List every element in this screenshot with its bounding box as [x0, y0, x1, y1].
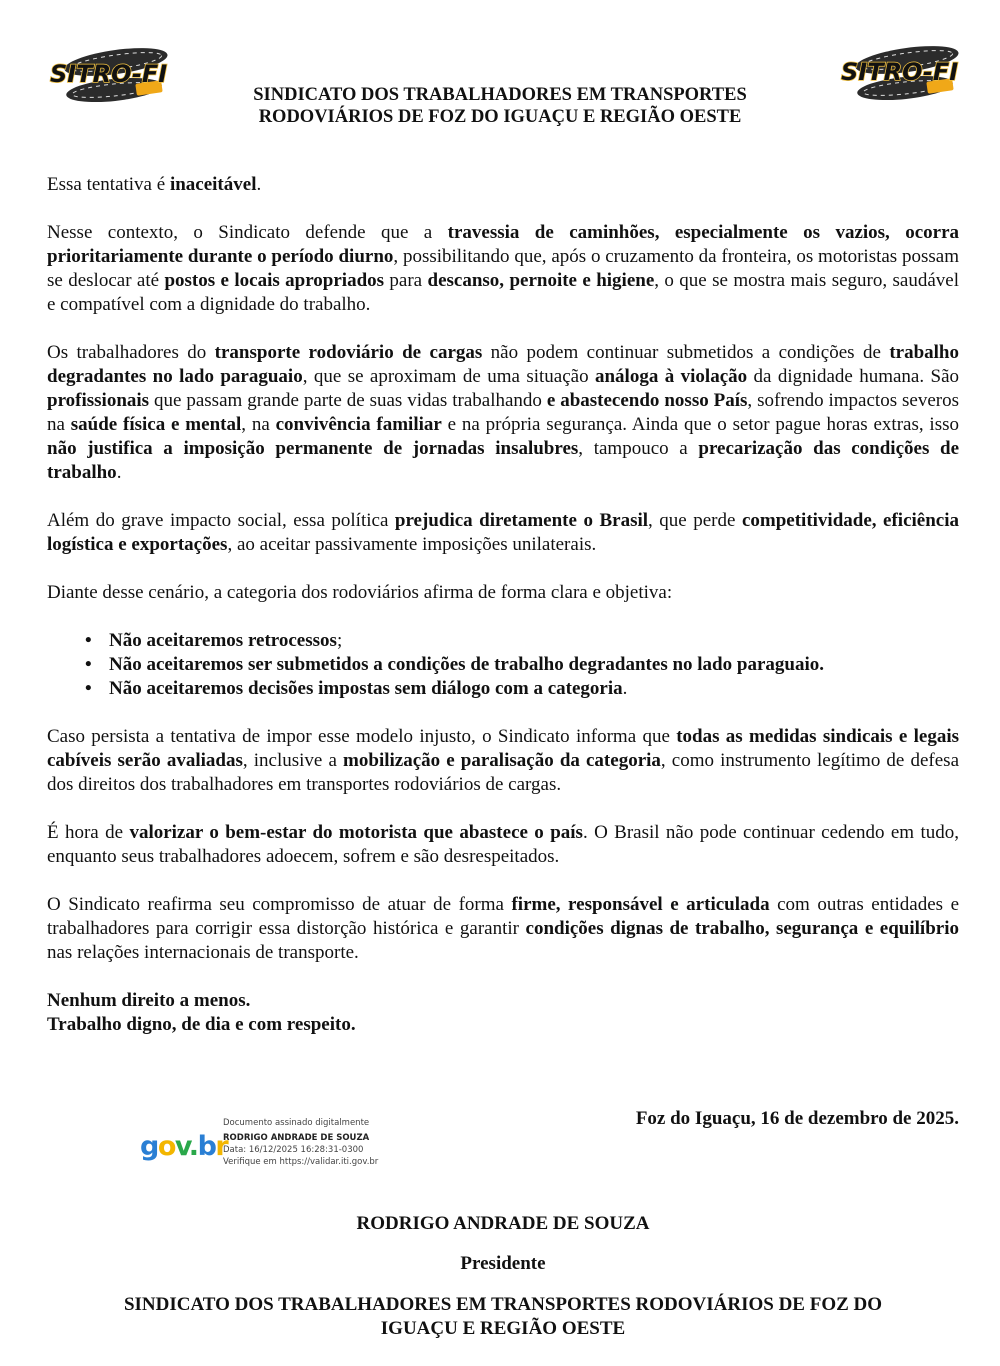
closing-slogan — [47, 989, 959, 1037]
text: Diante desse cenário, a categoria dos rodoviários afirma de forma clara e objetiva: — [47, 582, 673, 603]
document-body — [47, 173, 959, 1037]
text: nas relações internacionais de transporte. — [47, 942, 359, 963]
text: com outras entidades e trabalhadores para corrigir essa distorção histórica e garantir — [47, 894, 960, 939]
bold-text: condições dignas de trabalho, segurança e equilíbrio — [525, 918, 959, 939]
bold-text: trabalho degradantes no lado paraguaio — [47, 342, 959, 387]
signer-role: Presidente — [460, 1253, 546, 1274]
bold-text: firme, responsável e articulada — [511, 894, 770, 915]
bold-text: convivência familiar — [275, 414, 442, 435]
text: Além do grave impacto social, essa política — [47, 510, 395, 531]
bold-text: inaceitável — [169, 174, 257, 195]
text: que passam grande parte de suas vidas trabalhando — [149, 390, 547, 411]
logo-text: SITRO-FI — [50, 60, 168, 88]
logo-letter: g — [140, 1131, 158, 1162]
logo-letter: r — [215, 1131, 228, 1162]
text: Os trabalhadores do — [47, 342, 215, 363]
bold-text: travessia de caminhões, especialmente os vazios, ocorra prioritariamente durante o período diurno — [47, 222, 959, 267]
paragraph-3 — [47, 341, 959, 485]
text: , ao aceitar passivamente imposições unilaterais. — [227, 534, 597, 555]
text: , que se aproximam de uma situação — [302, 366, 595, 387]
paragraph-7 — [47, 821, 959, 869]
list-item — [47, 677, 959, 701]
logo-letter: o — [157, 1131, 175, 1162]
text: . — [256, 174, 262, 195]
text: e na própria segurança. Ainda que o setor pague horas extras, isso — [441, 414, 960, 435]
signature-details — [223, 1117, 378, 1168]
text: , tampouco a — [578, 438, 699, 459]
slogan-line-2: Trabalho digno, de dia e com respeito. — [47, 1014, 356, 1035]
footer-line-2: IGUAÇU E REGIÃO OESTE — [380, 1318, 626, 1339]
text: . — [622, 678, 628, 699]
text: Nesse contexto, o Sindicato defende que a — [47, 222, 448, 243]
bold-text: valorizar o bem-estar do motorista que abastece o país — [129, 822, 583, 843]
bold-text: todas as medidas sindicais e legais cabíveis serão avaliadas — [47, 726, 959, 771]
bold-text: Não aceitaremos decisões impostas sem diálogo com a categoria — [109, 678, 623, 699]
signature-label: Documento assinado digitalmente — [223, 1118, 370, 1128]
bold-text: profissionais — [47, 390, 150, 411]
bold-text: precarização das condições de trabalho — [47, 438, 960, 483]
letterhead-line-1: SINDICATO DOS TRABALHADORES EM TRANSPORTES — [253, 85, 747, 105]
bold-text: saúde física e mental — [70, 414, 242, 435]
bold-text: competitividade, eficiência logística e exportações — [47, 510, 959, 555]
govbr-logo — [140, 1131, 227, 1162]
footer-organization — [60, 1293, 946, 1341]
list-item — [47, 629, 959, 653]
text: O Sindicato reafirma seu compromisso de atuar de forma — [47, 894, 512, 915]
signature-date: Data: 16/12/2025 16:28:31-0300 — [223, 1145, 364, 1155]
text: É hora de — [47, 822, 130, 843]
sitrofi-logo-right — [835, 42, 963, 106]
text: ; — [336, 630, 343, 651]
bold-text: e abastecendo nosso País — [546, 390, 748, 411]
text: . O Brasil não pode continuar cedendo em tudo, enquanto seus trabalhadores adoecem, sofrem e são desrespeitados. — [47, 822, 959, 867]
text: para — [384, 270, 428, 291]
paragraph-8 — [47, 893, 959, 965]
logo-letter: b — [197, 1131, 216, 1162]
text: da dignidade humana. São — [747, 366, 960, 387]
paragraph-4 — [47, 509, 959, 557]
bold-text: mobilização e paralisação da categoria — [343, 750, 661, 771]
bold-text: descanso, pernoite e higiene — [427, 270, 655, 291]
bold-text: prejudica diretamente o Brasil — [394, 510, 649, 531]
text: , que perde — [648, 510, 742, 531]
list-item — [47, 653, 959, 677]
signature-verify-link[interactable]: Verifique em https://validar.iti.gov.br — [223, 1157, 379, 1167]
slogan-line-1: Nenhum direito a menos. — [47, 990, 251, 1011]
footer-line-1: SINDICATO DOS TRABALHADORES EM TRANSPORTES RODOVIÁRIOS DE FOZ DO — [123, 1294, 883, 1315]
text: , como instrumento legítimo de defesa dos direitos dos trabalhadores em transportes rodoviários de cargas. — [47, 750, 960, 795]
signature-name: RODRIGO ANDRADE DE SOUZA — [223, 1133, 370, 1143]
paragraph-6 — [47, 725, 959, 797]
digital-signature-stamp — [140, 1113, 410, 1183]
text: não podem continuar submetidos a condições de — [482, 342, 890, 363]
logo-letter: v — [174, 1131, 189, 1162]
letterhead-title — [200, 84, 800, 128]
letterhead-line-2: RODOVIÁRIOS DE FOZ DO IGUAÇU E REGIÃO OESTE — [258, 107, 742, 127]
bold-text: análoga à violação — [594, 366, 748, 387]
signer-name: RODRIGO ANDRADE DE SOUZA — [356, 1213, 650, 1234]
logo-text: SITRO-FI — [841, 58, 959, 86]
text: Essa tentativa é — [47, 174, 170, 195]
bold-text: não justifica a imposição permanente de jornadas insalubres — [47, 438, 579, 459]
bold-text: transporte rodoviário de cargas — [214, 342, 483, 363]
bold-text: Não aceitaremos ser submetidos a condições de trabalho degradantes no lado paraguaio. — [109, 654, 824, 675]
text: , o que se mostra mais seguro, saudável e compatível com a dignidade do trabalho. — [47, 270, 959, 315]
text: , inclusive a — [242, 750, 344, 771]
text: , possibilitando que, após o cruzamento da fronteira, os motoristas possam se deslocar até — [47, 246, 959, 291]
bold-text: postos e locais apropriados — [164, 270, 385, 291]
bold-text: Não aceitaremos retrocessos — [109, 630, 337, 651]
sitrofi-logo-left — [44, 44, 172, 108]
text: . — [116, 462, 122, 483]
text: Caso persista a tentativa de impor esse modelo injusto, o Sindicato informa que — [47, 726, 677, 747]
demands-list — [47, 629, 959, 701]
logo-letter: . — [188, 1131, 198, 1162]
text: , na — [241, 414, 276, 435]
place-and-date: Foz do Iguaçu, 16 de dezembro de 2025. — [635, 1108, 959, 1129]
paragraph-1 — [47, 173, 959, 197]
paragraph-5 — [47, 581, 959, 605]
text: , sofrendo impactos severos na — [47, 390, 959, 435]
paragraph-2 — [47, 221, 959, 317]
